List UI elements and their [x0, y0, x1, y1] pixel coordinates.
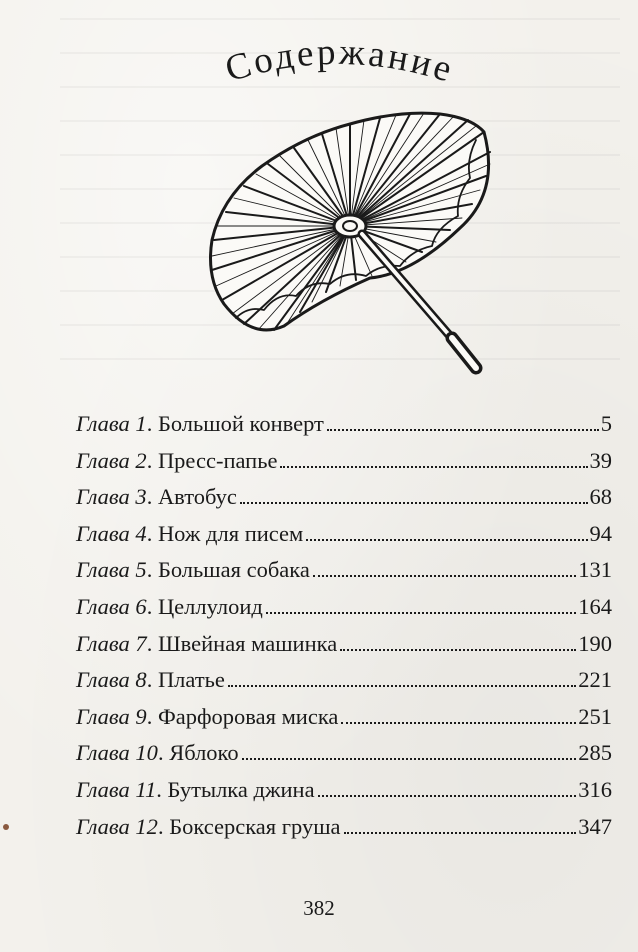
toc-entry: Глава 12 . Боксерская груша 347	[76, 809, 612, 846]
dot-leader	[313, 575, 576, 577]
toc-chapter-title: Боксерская груша	[169, 813, 341, 839]
toc-entry: Глава 4 . Нож для писем 94	[76, 516, 612, 553]
toc-page-number: 190	[578, 630, 612, 656]
toc-page-number: 164	[578, 593, 612, 619]
table-of-contents	[76, 406, 612, 845]
toc-chapter-label: Глава 10	[76, 740, 158, 766]
toc-page-number: 221	[578, 667, 612, 693]
toc-chapter-label: Глава 4	[76, 520, 147, 546]
toc-chapter-title: Большая собака	[157, 557, 310, 583]
toc-entry: Глава 10 . Яблоко 285	[76, 735, 612, 772]
toc-chapter-label: Глава 7	[76, 630, 147, 656]
toc-entry: Глава 5 . Большая собака 131	[76, 552, 612, 589]
toc-page-number: 5	[600, 411, 612, 436]
toc-page-number: 68	[589, 484, 612, 510]
dot-leader	[228, 685, 576, 687]
toc-chapter-title: Платье	[157, 667, 225, 693]
toc-chapter-title: Целлулоид	[157, 593, 263, 619]
toc-chapter-label: Глава 5	[76, 557, 147, 583]
toc-entry: Глава 8 . Платье 221	[76, 662, 612, 699]
toc-chapter-label: Глава 8	[76, 667, 147, 693]
page-number: 382	[303, 896, 335, 920]
toc-entry: Глава 6 . Целлулоид 164	[76, 589, 612, 626]
toc-page-number: 285	[578, 740, 612, 766]
svg-text:Содержание	[221, 32, 459, 91]
dot-leader	[318, 795, 577, 797]
dot-leader	[266, 612, 576, 614]
paper-speck	[3, 824, 9, 830]
toc-chapter-label: Глава 3	[76, 484, 147, 510]
page-title-text: Содержание	[220, 31, 460, 92]
toc-chapter-label: Глава 9	[76, 703, 147, 729]
toc-page-number: 39	[589, 447, 612, 473]
toc-page-number: 94	[589, 520, 612, 546]
toc-chapter-title: Яблоко	[169, 740, 239, 766]
dot-leader	[242, 758, 577, 760]
toc-entry: Глава 9 . Фарфоровая миска 251	[76, 699, 612, 736]
dot-leader	[280, 466, 587, 468]
toc-page-number: 347	[578, 813, 612, 839]
toc-entry: Глава 7 . Швейная машинка 190	[76, 626, 612, 663]
toc-entry: Глава 1 . Большой конверт 5	[76, 406, 612, 443]
toc-chapter-label: Глава 11	[76, 776, 157, 802]
paper-umbrella-icon	[200, 100, 500, 390]
dot-leader	[306, 539, 587, 541]
toc-entry: Глава 2 . Пресс-папье 39	[76, 443, 612, 480]
toc-chapter-label: Глава 1	[76, 411, 147, 436]
dot-leader	[341, 722, 576, 724]
toc-chapter-title: Пресс-папье	[157, 447, 278, 473]
toc-entry: Глава 11 . Бутылка джина 316	[76, 772, 612, 809]
dot-leader	[340, 649, 576, 651]
toc-chapter-title: Швейная машинка	[157, 630, 338, 656]
dot-leader	[344, 832, 577, 834]
dot-leader	[327, 429, 599, 431]
toc-chapter-title: Большой конверт	[157, 411, 324, 436]
toc-page-number: 316	[578, 776, 612, 802]
page-title	[160, 20, 520, 110]
toc-chapter-label: Глава 6	[76, 593, 147, 619]
toc-page-number: 251	[578, 703, 612, 729]
toc-chapter-label: Глава 12	[76, 813, 158, 839]
toc-chapter-title: Автобус	[157, 484, 237, 510]
dot-leader	[240, 502, 588, 504]
toc-entry: Глава 3 . Автобус 68	[76, 479, 612, 516]
toc-chapter-title: Бутылка джина	[167, 776, 315, 802]
toc-chapter-label: Глава 2	[76, 447, 147, 473]
toc-chapter-title: Фарфоровая миска	[157, 703, 339, 729]
toc-page-number: 131	[578, 557, 612, 583]
toc-chapter-title: Нож для писем	[157, 520, 304, 546]
